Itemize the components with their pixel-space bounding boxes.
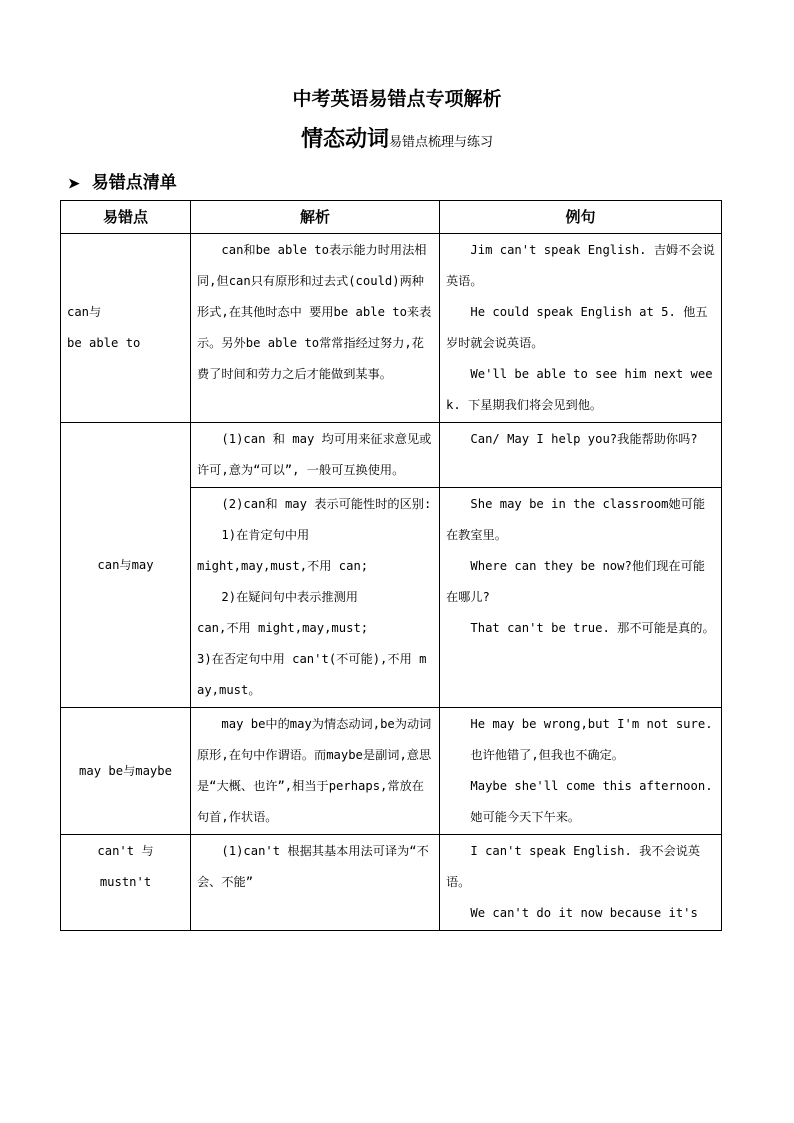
table-row xyxy=(61,708,722,835)
analysis-text: (1)can 和 may 均可用来征求意见或许可,意为“可以”, 一般可互换使用。 xyxy=(197,432,432,477)
subtitle-main: 情态动词 xyxy=(300,126,389,152)
document-title: 中考英语易错点专项解析 xyxy=(292,88,502,110)
subtitle-small: 易错点梳理与练习 xyxy=(389,135,494,150)
analysis-text: 1)在肯定句中用 xyxy=(221,528,310,542)
analysis-text: might,may,must,不用 can; xyxy=(197,559,369,573)
table-header: 易错点 xyxy=(61,201,191,234)
error-point-cell xyxy=(61,234,191,423)
error-point-cell xyxy=(61,423,191,708)
table-header: 解析 xyxy=(191,201,440,234)
analysis-cell xyxy=(191,835,440,931)
table-row xyxy=(61,234,722,423)
example-text: Where can they be now?他们现在可能在哪儿? xyxy=(446,559,705,604)
analysis-text: (1)can't 根据其基本用法可译为“不会、不能” xyxy=(197,844,429,889)
example-text: Can/ May I help you?我能帮助你吗? xyxy=(470,432,698,446)
example-cell xyxy=(440,708,722,835)
example-text: I can't speak English. 我不会说英语。 xyxy=(446,844,701,889)
analysis-cell xyxy=(191,708,440,835)
error-point-text: can与 xyxy=(67,305,102,319)
analysis-cell xyxy=(191,488,440,708)
example-text: 她可能今天下午来。 xyxy=(470,810,581,824)
example-text: 也许他错了,但我也不确定。 xyxy=(470,748,624,762)
example-text: He could speak English at 5. 他五岁时就会说英语。 xyxy=(446,305,708,350)
example-cell xyxy=(440,423,722,488)
example-text: We can't do it now because it's xyxy=(470,906,698,920)
analysis-text: may be中的may为情态动词,be为动词原形,在句中作谓语。而maybe是副词,意思是“大概、也许”,相当于perhaps,常放在句首,作状语。 xyxy=(197,717,432,824)
error-point-text: may be与maybe xyxy=(79,763,172,778)
analysis-cell xyxy=(191,234,440,423)
arrow-bullet-icon: ➤ xyxy=(68,176,80,192)
example-text: She may be in the classroom她可能在教室里。 xyxy=(446,497,706,542)
section-heading-text: 易错点清单 xyxy=(91,173,177,193)
analysis-cell xyxy=(191,423,440,488)
example-text: That can't be true. 那不可能是真的。 xyxy=(470,621,715,635)
table-row xyxy=(61,423,722,488)
example-cell xyxy=(440,835,722,931)
table-row xyxy=(61,835,722,931)
error-point-text: be able to xyxy=(67,336,141,350)
error-point-text: mustn't xyxy=(99,875,152,889)
analysis-text: 3)在否定句中用 can't(不可能),不用 may,must。 xyxy=(197,652,427,697)
table-header: 例句 xyxy=(440,201,722,234)
example-text: We'll be able to see him next week. 下星期我们将会见到他。 xyxy=(446,367,713,412)
error-points-table xyxy=(60,200,722,931)
table-header-row xyxy=(61,201,722,234)
analysis-text: can,不用 might,may,must; xyxy=(197,621,369,635)
error-point-text: can't 与 xyxy=(97,844,154,858)
section-heading xyxy=(68,168,177,193)
analysis-text: can和be able to表示能力时用法相同,但can只有原形和过去式(could)两种形式,在其他时态中 要用be able to来表示。另外be able to常常指经过努力,花费了时间和劳力之后才能做到某事。 xyxy=(197,243,432,381)
example-text: Maybe she'll come this afternoon. xyxy=(470,779,713,793)
analysis-text: 2)在疑问句中表示推测用 xyxy=(221,590,358,604)
error-point-cell xyxy=(61,835,191,931)
analysis-text: (2)can和 may 表示可能性时的区别: xyxy=(221,497,432,511)
error-point-cell xyxy=(61,708,191,835)
example-text: He may be wrong,but I'm not sure. xyxy=(470,717,713,731)
document-subtitle xyxy=(0,122,794,153)
example-cell xyxy=(440,234,722,423)
example-cell xyxy=(440,488,722,708)
example-text: Jim can't speak English. 吉姆不会说英语。 xyxy=(446,243,715,288)
error-point-text: can与may xyxy=(97,557,154,572)
